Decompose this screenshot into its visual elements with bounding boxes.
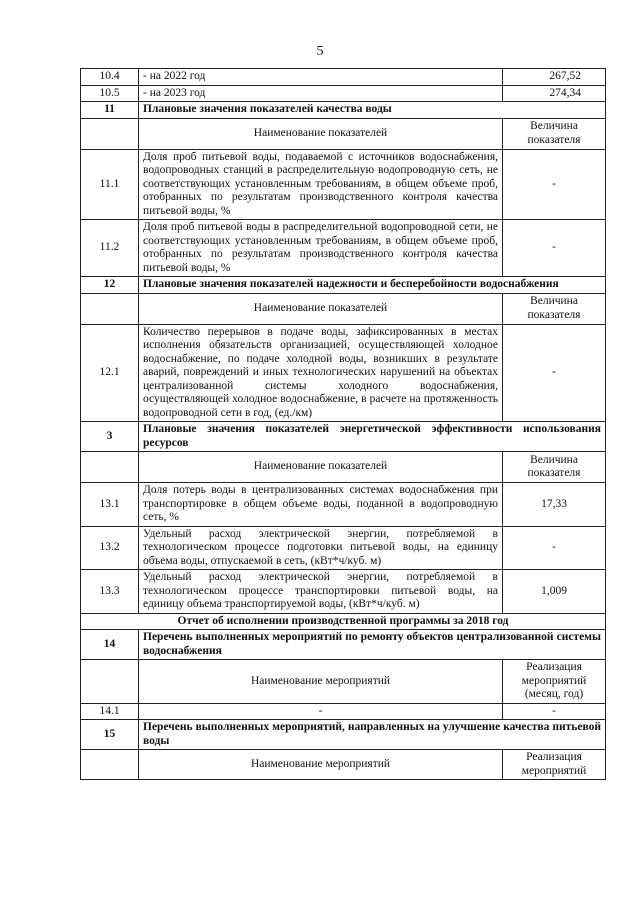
section-number: 3: [81, 422, 139, 452]
row-number: 13.1: [81, 483, 139, 527]
report-title: Отчет об исполнении производственной программы за 2018 год: [81, 613, 606, 630]
table-row: [81, 149, 606, 220]
column-header-value: Реализация мероприятий: [503, 750, 606, 780]
column-header-name: Наименование мероприятий: [139, 750, 503, 780]
section-header: [81, 277, 606, 294]
table-row: [81, 483, 606, 527]
report-title-row: [81, 613, 606, 630]
column-header-value: Реализация мероприятий (месяц, год): [503, 660, 606, 704]
row-text: - на 2022 год: [139, 69, 503, 86]
column-header-row: [81, 750, 606, 780]
row-number: 14.1: [81, 703, 139, 720]
table-row: [81, 69, 606, 86]
section-header: [81, 630, 606, 660]
column-header-row: [81, 660, 606, 704]
row-number: 11.1: [81, 149, 139, 220]
row-number: 13.3: [81, 570, 139, 614]
table-row: [81, 324, 606, 422]
row-value: 274,34: [503, 85, 606, 102]
row-text: Количество перерывов в подаче воды, зафиксированных в местах исполнения обязательств организацией, осуществляющей холодное водоснабжение, по подаче холодной воды, возникших в результате аварий, повреждений и иных технологических нарушений на объектах централизованной системы холодного водоснабжения, осуществляющей холодное водоснабжение, в расчете на протяженность водопроводной сети в год, (ед./км): [139, 324, 503, 422]
section-number: 11: [81, 102, 139, 119]
row-value: -: [503, 220, 606, 277]
empty-cell: [81, 660, 139, 704]
column-header-value: Величина показателя: [503, 118, 606, 149]
row-text: -: [139, 703, 503, 720]
row-number: 10.4: [81, 69, 139, 86]
section-title: Перечень выполненных мероприятий, направленных на улучшение качества питьевой воды: [139, 720, 606, 750]
table-row: [81, 570, 606, 614]
row-text: Доля потерь воды в централизованных системах водоснабжения при транспортировке в общем объеме воды, поданной в водопроводную сеть, %: [139, 483, 503, 527]
empty-cell: [81, 750, 139, 780]
program-table: [80, 68, 606, 780]
row-value: -: [503, 324, 606, 422]
row-text: Доля проб питьевой воды, подаваемой с источников водоснабжения, водопроводных станций в распределительную водопроводную сеть, не соответствующих установленным требованиям, в общем объеме проб, отобранных по результатам производственного контроля качества питьевой воды, %: [139, 149, 503, 220]
section-number: 15: [81, 720, 139, 750]
column-header-value: Величина показателя: [503, 293, 606, 324]
section-title: Плановые значения показателей качества воды: [139, 102, 606, 119]
column-header-name: Наименование показателей: [139, 118, 503, 149]
row-number: 13.2: [81, 526, 139, 570]
column-header-name: Наименование показателей: [139, 452, 503, 483]
empty-cell: [81, 118, 139, 149]
row-text: - на 2023 год: [139, 85, 503, 102]
section-title: Плановые значения показателей энергетической эффективности использования ресурсов: [139, 422, 606, 452]
table-row: [81, 220, 606, 277]
section-header: [81, 102, 606, 119]
row-value: -: [503, 526, 606, 570]
column-header-value: Величина показателя: [503, 452, 606, 483]
section-title: Перечень выполненных мероприятий по ремонту объектов централизованной системы водоснабжения: [139, 630, 606, 660]
row-number: 11.2: [81, 220, 139, 277]
section-header: [81, 422, 606, 452]
section-number: 12: [81, 277, 139, 294]
column-header-row: [81, 452, 606, 483]
row-value: -: [503, 149, 606, 220]
table-row: [81, 85, 606, 102]
row-value: 267,52: [503, 69, 606, 86]
row-text: Удельный расход электрической энергии, потребляемой в технологическом процессе подготовки питьевой воды, на единицу объема воды, отпускаемой в сеть, (кВт*ч/куб. м): [139, 526, 503, 570]
row-text: Удельный расход электрической энергии, потребляемой в технологическом процессе транспортировки питьевой воды, на единицу объема транспортируемой воды, (кВт*ч/куб. м): [139, 570, 503, 614]
empty-cell: [81, 452, 139, 483]
column-header-row: [81, 118, 606, 149]
row-number: 10.5: [81, 85, 139, 102]
page-number: 5: [316, 44, 324, 59]
row-text: Доля проб питьевой воды в распределительной водопроводной сети, не соответствующих установленным требованиям, в общем объеме проб, отобранных по результатам производственного контроля качества питьевой воды, %: [139, 220, 503, 277]
column-header-name: Наименование показателей: [139, 293, 503, 324]
row-value: 17,33: [503, 483, 606, 527]
row-value: 1,009: [503, 570, 606, 614]
table-row: [81, 526, 606, 570]
section-title: Плановые значения показателей надежности и бесперебойности водоснабжения: [139, 277, 606, 294]
row-value: -: [503, 703, 606, 720]
row-number: 12.1: [81, 324, 139, 422]
column-header-name: Наименование мероприятий: [139, 660, 503, 704]
section-number: 14: [81, 630, 139, 660]
section-header: [81, 720, 606, 750]
table-row: [81, 703, 606, 720]
column-header-row: [81, 293, 606, 324]
empty-cell: [81, 293, 139, 324]
